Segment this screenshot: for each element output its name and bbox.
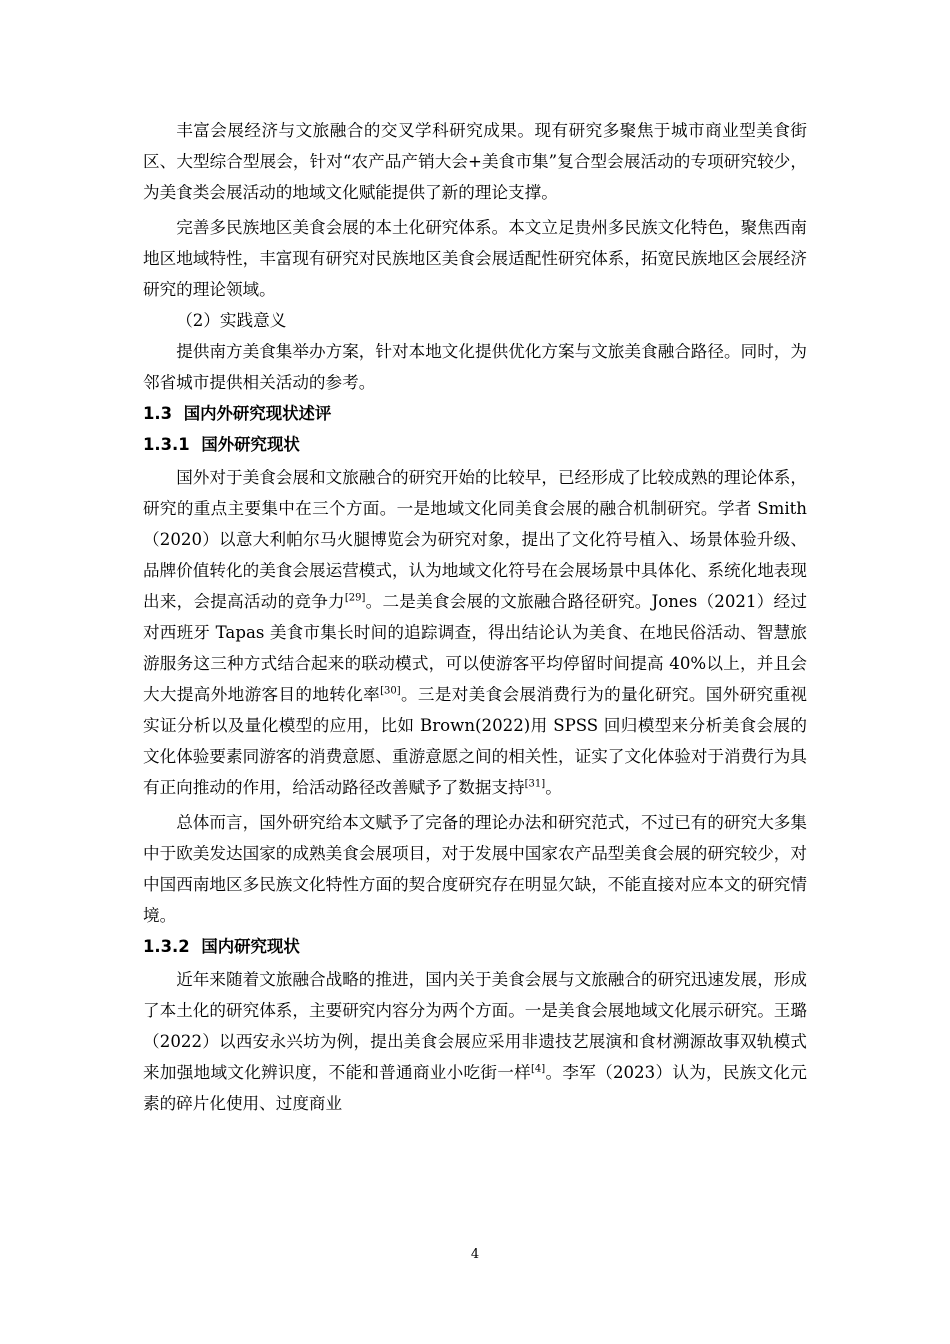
section-heading-1-3 [143, 400, 807, 428]
section-title: 国内外研究现状述评 [183, 404, 332, 423]
paragraph-foreign-research [143, 462, 807, 803]
page-body [143, 115, 807, 1119]
text-run: 。 [545, 778, 562, 797]
section-heading-1-3-2 [143, 933, 807, 961]
page-number: 4 [470, 1247, 480, 1262]
paragraph-foreign-summary: 总体而言，国外研究给本文赋予了完备的理论办法和研究范式，不过已有的研究大多集中于欧美发达国家的成熟美食会展项目，对于发展中国家农产品型美食会展的研究较少，对中国西南地区多民族文化特性方面的契合度研究存在明显欠缺，不能直接对应本文的研究情境。 [143, 813, 807, 925]
section-number: 1.3.1 [143, 435, 190, 454]
citation: [29] [344, 592, 366, 604]
citation: [31] [524, 778, 546, 790]
paragraph-practical-significance: 提供南方美食集举办方案，针对本地文化提供优化方案与文旅美食融合路径。同时，为邻省城市提供相关活动的参考。 [143, 342, 807, 392]
text-run: 近年来随着文旅融合战略的推进，国内关于美食会展与文旅融合的研究迅速发展，形成了本土化的研究体系，主要研究内容分为两个方面。一是美食会展地域文化展示研究。王璐（2022）以西安永兴坊为例，提出美食会展应采用非遗技艺展演和食材溯源故事双轨模式来加强地域文化辨识度，不能和普通商业小吃街一样 [143, 970, 807, 1082]
paragraph-domestic-research [143, 964, 807, 1119]
subheading-practical-significance: （2）实践意义 [176, 311, 287, 330]
section-number: 1.3 [143, 404, 173, 423]
paragraph-theory-significance-2: 完善多民族地区美食会展的本土化研究体系。本文立足贵州多民族文化特色，聚焦西南地区地域特性，丰富现有研究对民族地区美食会展适配性研究体系，拓宽民族地区会展经济研究的理论领域。 [143, 218, 807, 299]
section-title: 国外研究现状 [201, 435, 300, 454]
text-run: 。李军（2023）认为，民族文化元素的碎片化使用、过度商业 [143, 1063, 808, 1113]
paragraph-theory-significance-1: 丰富会展经济与文旅融合的交叉学科研究成果。现有研究多聚焦于城市商业型美食街区、大型综合型展会，针对“农产品产销大会+美食市集”复合型会展活动的专项研究较少，为美食类会展活动的地域文化赋能提供了新的理论支撑。 [143, 121, 807, 202]
section-heading-1-3-1 [143, 431, 807, 459]
section-title: 国内研究现状 [201, 937, 300, 956]
citation: [4] [531, 1063, 546, 1075]
text-run: 。二是美食会展的文旅融合路径研究。Jones（2021）经过对西班牙 Tapas 美食市集长时间的追踪调查，得出结论认为美食、在地民俗活动、智慧旅游服务这三种方式结合起来的联动模式，可以使游客平均停留时间提高 40%以上，并且会大大提高外地游客目的地转化率 [143, 592, 807, 704]
text-run: 。三是对美食会展消费行为的量化研究。国外研究重视实证分析以及量化模型的应用，比如 Brown(2022)用 SPSS 回归模型来分析美食会展的文化体验要素同游客的消费意愿、重游意愿之间的相关性，证实了文化体验对于消费行为具有正向推动的作用，给活动路径改善赋予了数据支持 [143, 685, 808, 797]
citation: [30] [380, 685, 401, 697]
text-run: 国外对于美食会展和文旅融合的研究开始的比较早，已经形成了比较成熟的理论体系，研究的重点主要集中在三个方面。一是地域文化同美食会展的融合机制研究。学者 Smith（2020）以意大利帕尔马火腿博览会为研究对象，提出了文化符号植入、场景体验升级、品牌价值转化的美食会展运营模式，认为地域文化符号在会展场景中具体化、系统化地表现出来，会提高活动的竞争力 [143, 468, 807, 611]
section-number: 1.3.2 [143, 937, 190, 956]
